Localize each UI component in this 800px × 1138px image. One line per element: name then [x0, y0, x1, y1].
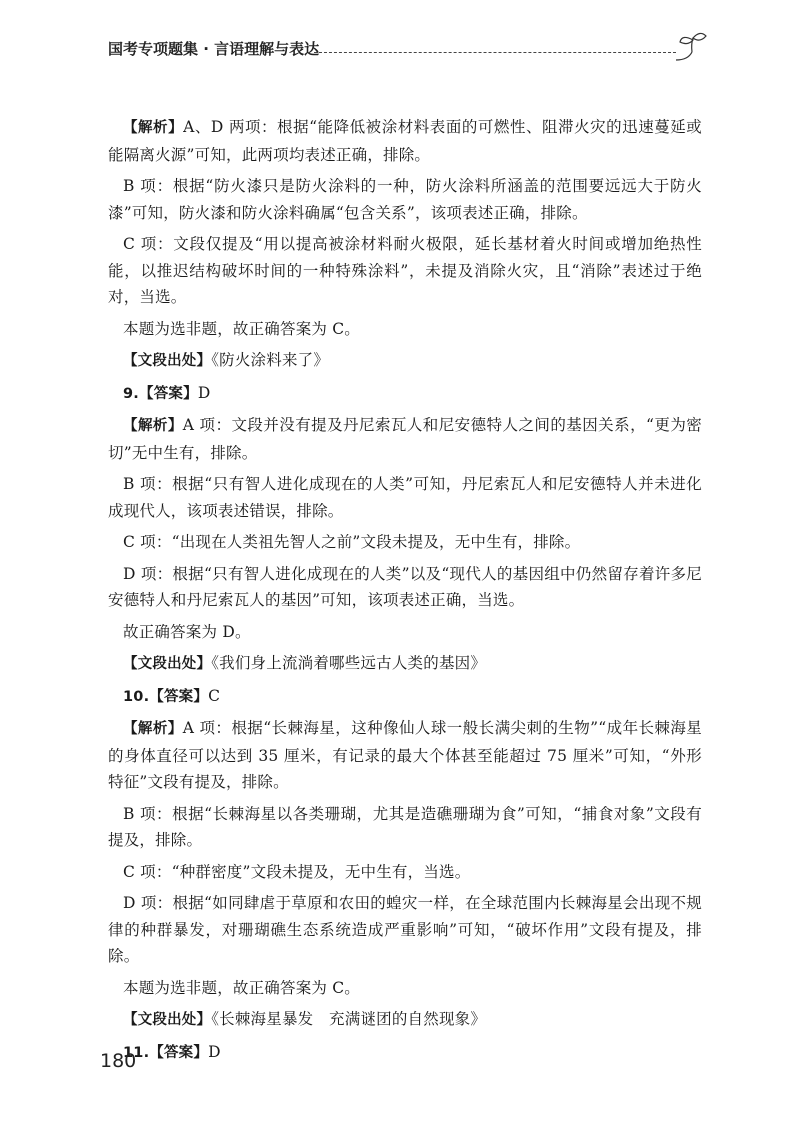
header-title: 国考专项题集 · 言语理解与表达 — [108, 40, 320, 58]
paragraph-text: A 项：文段并没有提及丹尼索瓦人和尼安德特人之间的基因关系，“更为密切”无中生有，排除。 — [108, 416, 702, 462]
paragraph — [108, 412, 702, 466]
paragraph — [108, 316, 702, 343]
paragraph — [108, 715, 702, 796]
source-line — [108, 347, 702, 375]
paragraph-text: B 项：根据“长棘海星以各类珊瑚，尤其是造礁珊瑚为食”可知，“捕食对象”文段有提及，排除。 — [108, 804, 702, 849]
paragraph-tag: 10.【答案】 — [123, 688, 209, 705]
paragraph — [108, 890, 702, 970]
paragraph — [108, 619, 702, 646]
paragraph-tag: 【文段出处】 — [123, 1012, 212, 1028]
paragraph-text: 《防火涂料来了》 — [211, 351, 330, 369]
page-number: 180 — [100, 1050, 137, 1072]
sprout-icon — [674, 30, 708, 62]
paragraph — [108, 529, 702, 556]
paragraph — [108, 859, 702, 886]
paragraph-text: C 项：“出现在人类祖先智人之前”文段未提及，无中生有，排除。 — [123, 533, 581, 551]
paragraph-text: D — [197, 383, 211, 402]
paragraph-tag: 【文段出处】 — [123, 353, 212, 369]
source-line — [108, 650, 702, 678]
paragraph-text: C 项：“种群密度”文段未提及，无中生有，当选。 — [123, 862, 471, 881]
paragraph-text: 本题为选非题，故正确答案为 C。 — [123, 978, 360, 997]
answer-line — [108, 380, 702, 408]
paragraph-text: 故正确答案为 D。 — [123, 622, 251, 641]
paragraph-text: A 项：根据“长棘海星，这种像仙人球一般长满尖刺的生物”“成年长棘海星的身体直径可以达到 35 厘米，有记录的最大个体甚至能超过 75 厘米”可知，“外形特征”文段有提及，排除。 — [108, 719, 702, 791]
paragraph-tag: 11.【答案】 — [123, 1044, 209, 1061]
paragraph-text: D 项：根据“如同肆虐于草原和农田的蝗灾一样，在全球范围内长棘海星会出现不规律的种群暴发，对珊瑚礁生态系统造成严重影响”可知，“破坏作用”文段有提及，排除。 — [108, 894, 702, 965]
paragraph — [108, 801, 702, 854]
paragraph — [108, 471, 702, 524]
paragraph-text: B 项：根据“防火漆只是防火涂料的一种，防火涂料所涵盖的范围要远远大于防火漆”可知，防火漆和防火涂料确属“包含关系”，该项表述正确，排除。 — [108, 177, 702, 222]
paragraph-tag: 【解析】 — [123, 721, 183, 737]
paragraph — [108, 173, 702, 226]
answer-line — [108, 1039, 702, 1067]
paragraph-text: 《长棘海星暴发 充满谜团的自然现象》 — [211, 1010, 487, 1028]
paragraph — [108, 561, 702, 614]
paragraph — [108, 114, 702, 168]
paragraph — [108, 975, 702, 1002]
paragraph-text: D 项：根据“只有智人进化成现在的人类”以及“现代人的基因组中仍然留存着许多尼安德特人和丹尼索瓦人的基因”可知，该项表述正确，当选。 — [108, 564, 702, 609]
paragraph-tag: 【解析】 — [123, 120, 184, 136]
paragraph-text: 本题为选非题，故正确答案为 C。 — [123, 319, 360, 338]
paragraph-tag: 【解析】 — [123, 418, 183, 434]
paragraph-tag: 9.【答案】 — [123, 385, 198, 402]
answer-line — [108, 683, 702, 711]
page-header — [108, 30, 708, 70]
source-line — [108, 1006, 702, 1034]
paragraph-text: C — [208, 686, 221, 705]
paragraph-text: A、D 两项：根据“能降低被涂材料表面的可燃性、阻滞火灾的迅速蔓延或能隔离火源”可知，此两项均表述正确，排除。 — [108, 118, 702, 164]
paragraph-text: 《我们身上流淌着哪些远古人类的基因》 — [211, 654, 487, 672]
header-dashed-rule — [314, 52, 676, 53]
paragraph-tag: 【文段出处】 — [123, 656, 212, 672]
answer-explanations — [108, 114, 702, 1066]
paragraph-text: C 项：文段仅提及“用以提高被涂材料耐火极限，延长基材着火时间或增加绝热性能，以推迟结构破坏时间的一种特殊涂料”，未提及消除火灾，且“消除”表述过于绝对，当选。 — [108, 235, 702, 306]
paragraph-text: D — [208, 1042, 221, 1061]
paragraph-text: B 项：根据“只有智人进化成现在的人类”可知，丹尼索瓦人和尼安德特人并未进化成现代人，该项表述错误，排除。 — [108, 475, 702, 520]
paragraph — [108, 231, 702, 311]
